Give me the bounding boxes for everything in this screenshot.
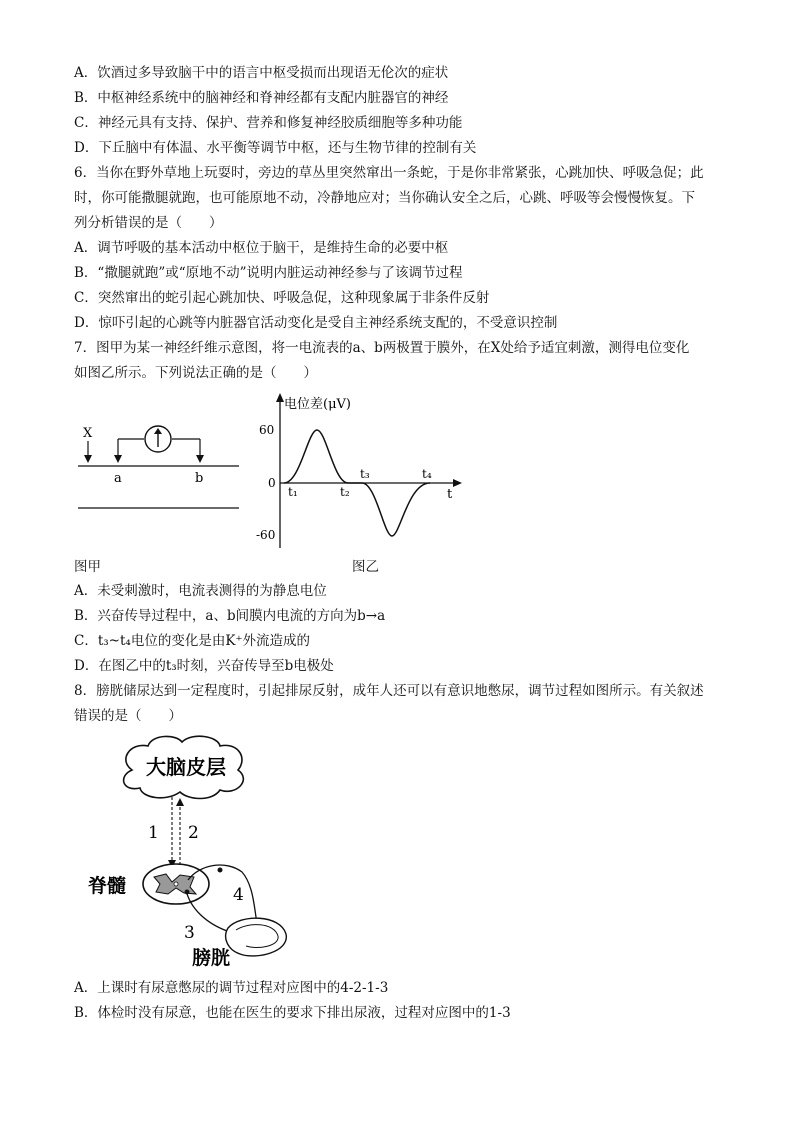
- label-cortex: 大脑皮层: [146, 755, 226, 779]
- q6-option-a: A．调节呼吸的基本活动中枢位于脑干，是维持生命的必要中枢: [74, 240, 449, 256]
- bladder-icon: [226, 918, 287, 956]
- tick-t1: t₁: [288, 485, 298, 499]
- q8-option-a: A．上课时有尿意憋尿的调节过程对应图中的4-2-1-3: [74, 980, 389, 996]
- label-a: a: [114, 471, 122, 486]
- q6-stem-1: 6．当你在野外草地上玩耍时，旁边的草丛里突然窜出一条蛇，于是你非常紧张，心跳加快、呼吸急促；此: [74, 165, 704, 181]
- q8-stem-1: 8．膀胱储尿达到一定程度时，引起排尿反射，成年人还可以有意识地憋尿，调节过程如图所示。有关叙述: [74, 683, 704, 699]
- figure-jia: [74, 395, 244, 545]
- label-2: 2: [188, 823, 199, 843]
- q6-stem-3: 列分析错误的是（ ）: [74, 215, 223, 231]
- tick-t3: t₃: [360, 467, 370, 481]
- y-axis-label: 电位差(μV): [284, 397, 351, 412]
- micturition-reflex-diagram: [80, 732, 320, 972]
- q8-stem-2: 错误的是（ ）: [74, 708, 182, 724]
- q5-option-a: A．饮酒过多导致脑干中的语言中枢受损而出现语无伦次的症状: [74, 65, 449, 81]
- q6-option-c: C．突然窜出的蛇引起心跳加快、呼吸急促，这种现象属于非条件反射: [74, 290, 490, 306]
- q5-option-c: C．神经元具有支持、保护、营养和修复神经胶质细胞等多种功能: [74, 115, 463, 131]
- q5-option-d: D．下丘脑中有体温、水平衡等调节中枢，还与生物节律的控制有关: [74, 140, 477, 156]
- tick-0: 0: [268, 476, 276, 490]
- q5-option-b: B．中枢神经系统中的脑神经和脊神经都有支配内脏器官的神经: [74, 90, 449, 106]
- x-axis-label: t: [447, 487, 453, 502]
- label-x: X: [83, 426, 93, 441]
- q7-option-d: D．在图乙中的t₃时刻，兴奋传导至b电极处: [74, 658, 334, 674]
- q7-option-c: C．t₃~t₄电位的变化是由K⁺外流造成的: [74, 633, 311, 649]
- label-1: 1: [148, 823, 159, 843]
- label-spinal: 脊髓: [88, 875, 127, 897]
- label-3: 3: [184, 923, 195, 943]
- galvanometer-icon: [145, 426, 171, 452]
- tick-60: 60: [259, 423, 275, 437]
- caption-jia: 图甲: [74, 559, 101, 575]
- label-4: 4: [233, 885, 244, 905]
- tick-minus-60: -60: [256, 528, 276, 542]
- q8-option-b: B．体检时没有尿意，也能在医生的要求下排出尿液，过程对应图中的1-3: [74, 1005, 511, 1021]
- label-bladder: 膀胱: [192, 947, 231, 969]
- caption-yi: 图乙: [352, 559, 379, 575]
- figure-yi-chart: [250, 388, 470, 558]
- q7-stem-1: 7．图甲为某一神经纤维示意图，将一电流表的a、b两极置于膜外，在X处给予适宜刺激，测得电位变化: [74, 340, 690, 356]
- tick-t2: t₂: [340, 485, 350, 499]
- q6-option-d: D．惊吓引起的心跳等内脏器官活动变化是受自主神经系统支配的，不受意识控制: [74, 315, 558, 331]
- q7-option-b: B．兴奋传导过程中，a、b间膜内电流的方向为b→a: [74, 608, 386, 624]
- q6-option-b: B．“撒腿就跑”或“原地不动”说明内脏运动神经参与了该调节过程: [74, 265, 463, 281]
- q6-stem-2: 时，你可能撒腿就跑，也可能原地不动，冷静地应对；当你确认安全之后，心跳、呼吸等会慢慢恢复。下: [74, 190, 695, 206]
- q7-stem-2: 如图乙所示。下列说法正确的是（ ）: [74, 365, 317, 381]
- q7-option-a: A．未受刺激时，电流表测得的为静息电位: [74, 583, 327, 599]
- tick-t4: t₄: [422, 467, 432, 481]
- label-b: b: [195, 471, 204, 486]
